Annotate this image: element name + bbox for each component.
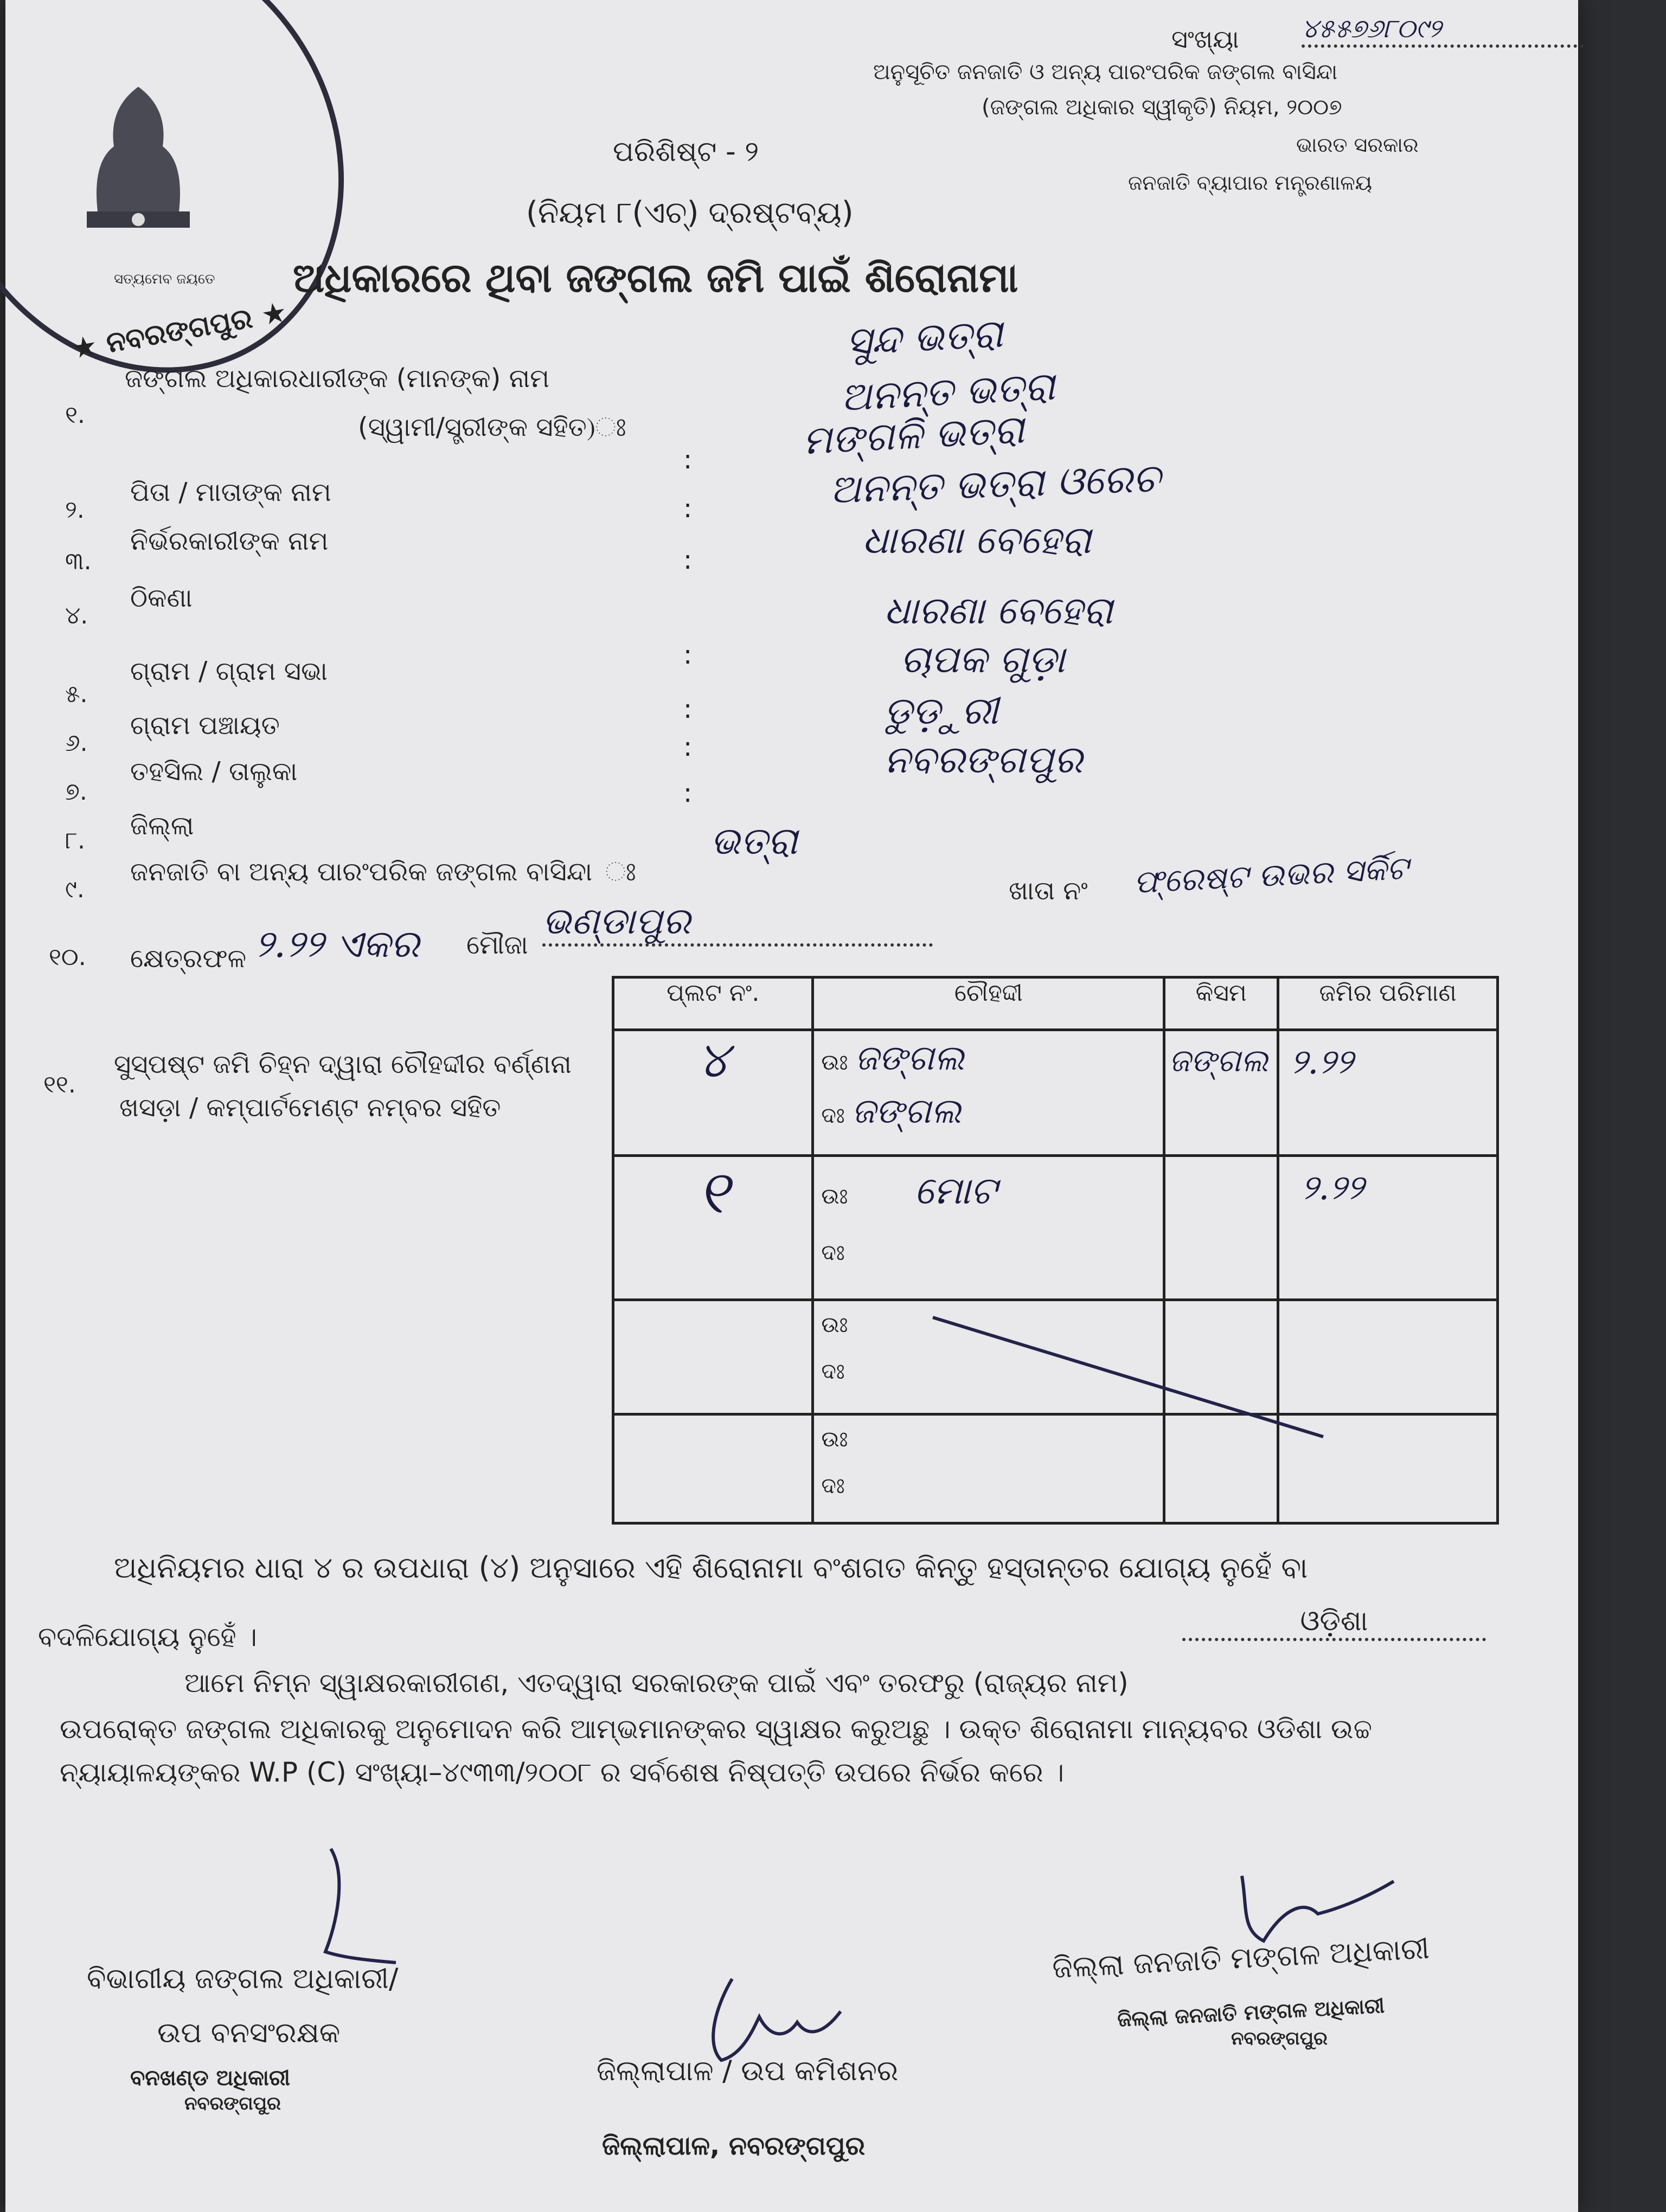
field-2-label: ପିତା / ମାତାଙ୍କ ନାମ xyxy=(130,477,331,507)
header-line-3: ଭାରତ ସରକାର xyxy=(1296,133,1419,157)
field-7-label: ତହସିଲ / ତାଲୁକା xyxy=(130,756,298,787)
field-8-label: ଜିଲ୍ଲା xyxy=(130,811,194,841)
stamp-left-1: ବନଖଣ୍ଡ ଅଧିକାରୀ xyxy=(130,2066,290,2091)
field-3-label: ନିର୍ଭରକାରୀଙ୍କ ନାମ xyxy=(130,526,329,556)
south-label: ଦଃ xyxy=(821,1240,845,1265)
holder-name-2: ଅନନ୍ତ ଭତ୍ରା xyxy=(840,363,1056,420)
mouza-value: ଭଣ୍ଡାପୁର xyxy=(542,900,933,947)
colon: : xyxy=(683,493,693,524)
header-line-4: ଜନଜାତି ବ୍ୟାପାର ମନ୍ତ୍ରଣାଳୟ xyxy=(1128,171,1373,195)
stamp-left-2: ନବରଙ୍ଗପୁର xyxy=(184,2093,281,2114)
colon: : xyxy=(683,640,693,670)
dependent-name: ଧାରଣା ବେହେରା xyxy=(862,518,1091,562)
rule-reference: (ନିୟମ ୮(ଏଚ୍) ଦ୍ରଷ୍ଟବ୍ୟ) xyxy=(526,195,854,230)
tribe-value: ଭତ୍ରା xyxy=(710,819,798,863)
field-7-number: ୭. xyxy=(65,778,87,806)
area-cell: ୨.୨୨ xyxy=(1278,1030,1498,1155)
colon: : xyxy=(683,778,693,808)
south-label: ଦଃ xyxy=(821,1103,845,1129)
field-11-label-1: ସୁସ୍ପଷ୍ଟ ଜମି ଚିହ୍ନ ଦ୍ୱାରା ଚୌହଦ୍ଦୀର ବର୍ଣ୍ଣନା xyxy=(114,1049,572,1079)
header-line-2: (ଜଙ୍ଗଲ ଅଧିକାର ସ୍ୱୀକୃତି) ନିୟମ, ୨୦୦୭ xyxy=(982,95,1342,120)
holder-name-1: ସୁନ୍ଦ ଭତ୍ରା xyxy=(844,310,1004,364)
khata-label: ଖାତା ନଂ xyxy=(1009,876,1088,906)
north-value: ମୋଟ xyxy=(914,1168,997,1213)
south-value: ଜଙ୍ଗଲ xyxy=(851,1091,962,1132)
north-label: ଉଃ xyxy=(821,1050,848,1076)
colon: : xyxy=(683,732,693,762)
table-row xyxy=(613,1155,1498,1300)
field-5-number: ୫. xyxy=(65,680,88,708)
field-9-label: ଜନଜାତି ବା ଅନ୍ୟ ପାରଂପରିକ ଜଙ୍ଗଲ ବାସିନ୍ଦା ଃ xyxy=(130,857,636,887)
field-9-number: ୯. xyxy=(65,876,85,903)
south-label: ଦଃ xyxy=(821,1359,845,1384)
stamp-bottom: ଜିଲ୍ଲାପାଳ, ନବରଙ୍ଗପୁର xyxy=(602,2131,866,2161)
field-6-number: ୬. xyxy=(65,729,88,757)
kisam-cell xyxy=(1164,1155,1278,1300)
plot-cell xyxy=(613,1300,813,1414)
page-title: ଅଧିକାରରେ ଥିବା ଜଙ୍ଗଲ ଜମି ପାଇଁ ଶିରୋନାମା xyxy=(293,255,1018,301)
north-value: ଜଙ୍ଗଲ xyxy=(855,1038,965,1079)
area-cell: ୨.୨୨ xyxy=(1278,1155,1498,1300)
field-10-label: କ୍ଷେତ୍ରଫଳ xyxy=(130,943,247,974)
address-value: ଧାରଣା ବେହେରା xyxy=(884,588,1113,633)
ashoka-emblem-icon xyxy=(76,65,201,244)
header-boundary: ଚୌହଦ୍ଦୀ xyxy=(813,978,1164,1030)
area-value: ୨.୨୨ ଏକର xyxy=(255,922,420,966)
header-line-1: ଅନୁସୂଚିତ ଜନଜାତି ଓ ଅନ୍ୟ ପାରଂପରିକ ଜଙ୍ଗଲ ବାସିନ୍ଦା xyxy=(873,60,1338,85)
signatory-middle: ଜିଲ୍ଲାପାଳ / ଉପ କମିଶନର xyxy=(597,2055,899,2087)
header-plot: ପ୍ଲଟ ନଂ. xyxy=(613,978,813,1030)
parent-name: ଅନନ୍ତ ଭତ୍ରା ଓରେଚ xyxy=(829,455,1162,512)
table-header-row xyxy=(613,978,1498,1030)
document-sheet xyxy=(5,0,1578,2212)
emblem-caption: ସତ୍ୟମେବ ଜୟତେ xyxy=(114,271,215,287)
stamp-right-2: ନବରଙ୍ଗପୁର xyxy=(1231,2028,1328,2049)
field-4-label: ଠିକଣା xyxy=(130,583,193,613)
plot-cell: ୪ xyxy=(613,1030,813,1155)
para-3: ଉପରୋକ୍ତ ଜଙ୍ଗଲ ଅଧିକାରକୁ ଅନୁମୋଦନ କରି ଆମ୍ଭମାନଙ୍କର ସ୍ୱାକ୍ଷର କରୁଅଛୁ । ଉକ୍ତ ଶିରୋନାମା ମାନ୍ୟବର ଓଡିଶା ଉଚ୍ଚ xyxy=(60,1713,1372,1745)
boundary-table xyxy=(612,976,1499,1525)
south-label: ଦଃ xyxy=(821,1473,845,1499)
plot-cell xyxy=(613,1414,813,1523)
doc-number-value: ୪୫୫୭୬୮୦୯୨ xyxy=(1302,14,1584,48)
holder-name-3: ମଙ୍ଗଳି ଭତ୍ରା xyxy=(802,406,1026,464)
signatory-right: ଜିଲ୍ଲା ଜନଜାତି ମଙ୍ଗଳ ଅଧିକାରୀ xyxy=(1051,1931,1431,1985)
field-1-number: ୧. xyxy=(65,401,85,429)
field-5-label: ଗ୍ରାମ / ଗ୍ରାମ ସଭା xyxy=(130,656,328,686)
table-row xyxy=(613,1030,1498,1155)
north-label: ଉଃ xyxy=(821,1426,848,1452)
para-2: ଆମେ ନିମ୍ନ ସ୍ୱାକ୍ଷରକାରୀଗଣ, ଏତଦ୍ୱାରା ସରକାରଙ୍କ ପାଇଁ ଏବଂ ତରଫରୁ (ରାଜ୍ୟର ନାମ) xyxy=(184,1667,1129,1699)
para-1b: ବଦଳିଯୋଗ୍ୟ ନୁହେଁ । xyxy=(38,1621,258,1652)
doc-number-label: ସଂଖ୍ୟା xyxy=(1171,24,1239,54)
para-1: ଅଧିନିୟମର ଧାରା ୪ ର ଉପଧାରା (୪) ଅନୁସାରେ ଏହି ଶିରୋନାମା ବଂଶଗତ କିନ୍ତୁ ହସ୍ତାନ୍ତର ଯୋଗ୍ୟ ନୁହେଁ ବା xyxy=(114,1551,1308,1585)
stamp-right-1: ଜିଲ୍ଲା ଜନଜାତି ମଙ୍ଗଳ ଅଧିକାରୀ xyxy=(1117,1994,1386,2031)
field-10-number: ୧୦. xyxy=(49,943,86,971)
mouza-label: ମୌଜା xyxy=(466,930,528,960)
field-11-number: ୧୧. xyxy=(43,1071,76,1098)
para-4: ନ୍ୟାୟାଳୟଙ୍କର W.P (C) ସଂଖ୍ୟା–୪୯୩୩/୨୦୦୮ ର ସର୍ବଶେଷ ନିଷ୍ପତ୍ତି ଉପରେ ନିର୍ଭର କରେ । xyxy=(60,1757,1065,1788)
north-label: ଉଃ xyxy=(821,1184,848,1209)
signature-left xyxy=(309,1843,418,1973)
colon: : xyxy=(683,545,693,575)
village-value: ଚାପକ ଗୁଡ଼ା xyxy=(900,637,1065,681)
state-name: ଓଡ଼ିଶା xyxy=(1182,1605,1486,1641)
field-4-number: ୪. xyxy=(65,602,88,629)
plot-cell: ୧ xyxy=(613,1155,813,1300)
seal-ring-text: ★ ନବରଙ୍ଗପୁର ★ xyxy=(69,295,290,366)
field-3-number: ୩. xyxy=(65,548,92,575)
colon: : xyxy=(683,694,693,724)
strike-through-line xyxy=(927,1312,1340,1442)
kisam-cell: ଜଙ୍ଗଲ xyxy=(1164,1030,1278,1155)
annexure-label: ପରିଶିଷ୍ଟ - ୨ xyxy=(613,136,759,168)
field-11-label-2: ଖସଡ଼ା / କମ୍ପାର୍ଟମେଣ୍ଟ ନମ୍ବର ସହିତ xyxy=(119,1092,501,1123)
field-1-sublabel: (ସ୍ୱାମୀ/ସ୍ତ୍ରୀଙ୍କ ସହିତ)ଃ xyxy=(358,412,626,442)
north-label: ଉଃ xyxy=(821,1312,848,1338)
signatory-left-2: ଉପ ବନସଂରକ୍ଷକ xyxy=(157,2017,341,2049)
field-8-number: ୮. xyxy=(65,827,85,854)
field-1-label: ଜଙ୍ଗଲ ଅଧିକାରଧାରୀଙ୍କ (ମାନଙ୍କ) ନାମ xyxy=(125,363,550,394)
tahsil-value: ନବରଙ୍ଗପୁର xyxy=(884,737,1083,782)
field-2-number: ୨. xyxy=(65,496,85,524)
panchayat-value: ଡୁଡ଼ୁରୀ xyxy=(884,689,998,733)
header-area: ଜମିର ପରିମାଣ xyxy=(1278,978,1498,1030)
khata-value: ଫ୍ରେଷ୍ଟ ଉଭର ସର୍କିଟ xyxy=(1132,849,1409,901)
colon: : xyxy=(683,445,693,475)
header-kisam: କିସମ xyxy=(1164,978,1278,1030)
signatory-left-1: ବିଭାଗୀୟ ଜଙ୍ଗଲ ଅଧିକାରୀ/ xyxy=(87,1963,399,1995)
field-6-label: ଗ୍ରାମ ପଞ୍ଚାୟତ xyxy=(130,710,280,741)
